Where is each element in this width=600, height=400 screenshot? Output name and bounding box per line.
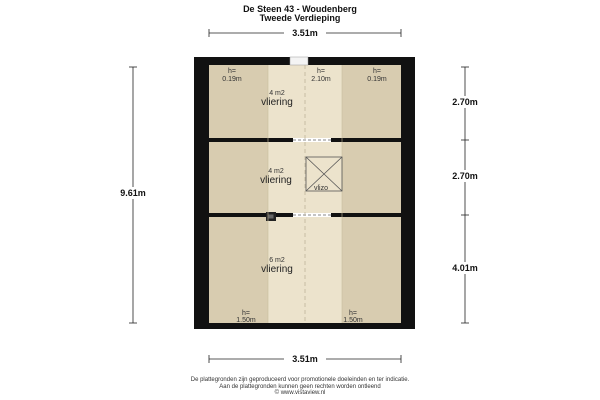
height-value: 2.10m	[311, 76, 331, 83]
disclaimer-line-1: De plattegronden zijn geproduceerd voor promotionele doeleinden en ter indicatie.	[190, 377, 410, 383]
dimension-bottom	[209, 353, 401, 364]
segment-label: 2.70m	[452, 171, 478, 181]
height-label: h=	[242, 310, 250, 317]
plan-subtitle: Tweede Verdieping	[259, 13, 341, 23]
width-label: 3.51m	[292, 28, 318, 38]
room-name: vliering	[261, 97, 293, 108]
segment-label: 4.01m	[452, 263, 478, 273]
segment-label: 2.70m	[452, 97, 478, 107]
room-area: 4 m2	[269, 90, 285, 97]
height-label: h=	[349, 310, 357, 317]
room-name: vliering	[261, 264, 293, 275]
height-label: h=	[228, 68, 236, 75]
plan-title: De Steen 43 - Woudenberg	[243, 4, 357, 14]
depth-label: 9.61m	[120, 188, 146, 198]
height-value: 0.19m	[222, 76, 242, 83]
height-label: h=	[317, 68, 325, 75]
height-value: 0.19m	[367, 76, 387, 83]
room-name: vliering	[260, 175, 292, 186]
hatch-label: vlizo	[313, 185, 329, 192]
dimension-right	[446, 67, 484, 323]
width-label: 3.51m	[292, 354, 318, 364]
dimension-top	[209, 27, 401, 38]
disclaimer-line-3: © www.vistaview.nl	[274, 390, 326, 396]
height-value: 1.50m	[343, 317, 363, 324]
room-area: 4 m2	[268, 168, 284, 175]
height-label: h=	[373, 68, 381, 75]
room-area: 6 m2	[269, 257, 285, 264]
disclaimer-line-2: Aan de plattegronden kunnen geen rechten worden ontleend	[219, 383, 381, 390]
height-value: 1.50m	[236, 317, 256, 324]
dimension-left	[114, 67, 152, 323]
wall-opening	[290, 57, 308, 65]
